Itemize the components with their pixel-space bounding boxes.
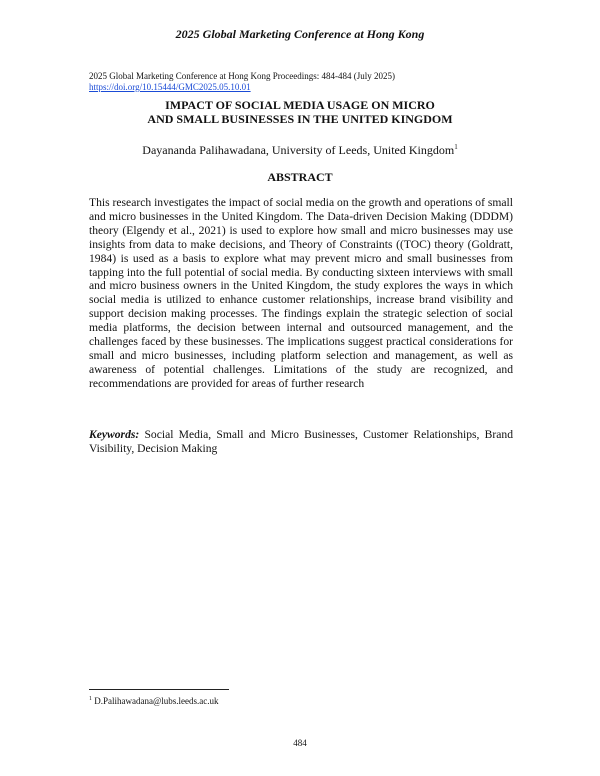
keywords-label: Keywords: bbox=[89, 428, 140, 441]
footnote-email: D.Palihawadana@lubs.leeds.ac.uk bbox=[94, 696, 219, 706]
footnote-divider bbox=[89, 689, 229, 690]
page-number: 484 bbox=[293, 738, 307, 748]
abstract-heading: ABSTRACT bbox=[267, 170, 333, 184]
footnote-mark: 1 bbox=[89, 696, 92, 702]
running-header: 2025 Global Marketing Conference at Hong Kong bbox=[175, 27, 425, 41]
keywords-text: Social Media, Small and Micro Businesses, Customer Relationships, Brand Visibility, Decision Making bbox=[89, 428, 513, 455]
proceedings-citation: 2025 Global Marketing Conference at Hong Kong Proceedings: 484-484 (July 2025) bbox=[89, 71, 395, 81]
abstract-text: This research investigates the impact of social media on the growth and operations of small and micro businesses in the United Kingdom. The Data-driven Decision Making (DDDM) theory (Elgendy et al., 2021) is used to explore how small and micro businesses may use insights from data to make decisions, and Theory of Constraints ((TOC) theory (Goldratt, 1984) is used as a basis to explore what may prevent micro and small businesses from tapping into the full potential of social media. By conducting sixteen interviews with small and micro business owners in the United Kingdom, the study explores the ways in which social media is utilized to enhance customer relationships, increase brand visibility and support decision making processes. The findings explain the strategic selection of social media platforms, the decision between internal and outsourced management, and the challenges faced by these businesses. The implications suggest practical considerations for small and micro businesses, including platform selection and management, as well as awareness of potential challenges. Limitations of the study are recognized, and recommendations are provided for areas of further research bbox=[89, 196, 513, 390]
author-name: Dayananda Palihawadana, University of Leeds, United Kingdom bbox=[142, 143, 455, 157]
author-affiliation bbox=[0, 143, 600, 158]
title-line-2: AND SMALL BUSINESSES IN THE UNITED KINGDOM bbox=[147, 112, 453, 126]
title-line-1: IMPACT OF SOCIAL MEDIA USAGE ON MICRO bbox=[165, 98, 435, 112]
footnote bbox=[89, 696, 219, 706]
paper-title bbox=[0, 98, 600, 126]
author-footnote-mark: 1 bbox=[454, 143, 458, 151]
doi-link[interactable]: https://doi.org/10.15444/GMC2025.05.10.01 bbox=[89, 82, 251, 92]
keywords bbox=[89, 428, 513, 456]
